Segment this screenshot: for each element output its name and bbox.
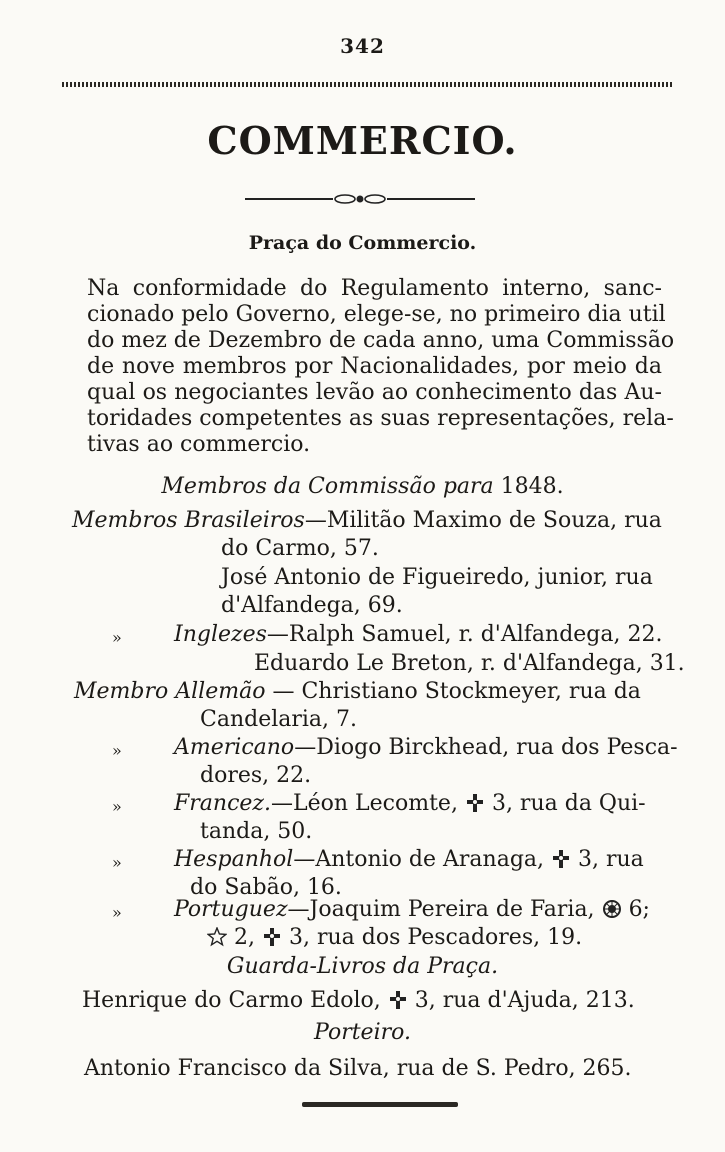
committee-heading	[0, 474, 725, 500]
member-entry-portuguez: Portuguez—Joaquim Pereira de Faria, 6;	[174, 897, 650, 922]
cross-decoration-icon	[551, 849, 571, 869]
committee-heading-label: Membros da Commissão para	[161, 474, 494, 499]
member-text: 6;	[628, 897, 650, 922]
member-text: 3, rua da Qui-	[491, 791, 646, 816]
guarda-livros-heading: Guarda-Livros da Praça.	[226, 954, 499, 979]
nationality-label: Americano	[174, 735, 295, 760]
member-text: 3, rua dos Pescadores, 19.	[289, 925, 583, 950]
member-entry-brasileiros: Membros Brasileiros—Militão Maximo de Souza, rua	[72, 508, 662, 533]
intro-line: toridades competentes as suas representações, rela-	[87, 406, 674, 431]
portuguez-decorations-line	[207, 925, 582, 951]
member-entry-americano: Americano—Diogo Birckhead, rua dos Pesca-	[174, 735, 678, 760]
nationality-label: Membros Brasileiros	[72, 508, 305, 533]
member-text: Ralph Samuel, r. d'Alfandega, 22.	[288, 622, 663, 647]
entry-text: 3, rua d'Ajuda, 213.	[414, 988, 635, 1013]
member-text: 3, rua	[578, 847, 644, 872]
ditto-mark: »	[112, 903, 122, 922]
section-heading: Praça do Commercio.	[248, 232, 477, 254]
member-text: tanda, 50.	[200, 819, 313, 844]
guarda-livros-entry	[82, 988, 635, 1014]
ditto-mark: »	[112, 797, 122, 816]
nationality-label: Inglezes	[174, 622, 267, 647]
star-decoration-icon	[207, 927, 227, 947]
intro-line: do mez de Dezembro de cada anno, uma Commissão	[87, 328, 675, 353]
member-text: Militão Maximo de Souza, rua	[326, 508, 662, 533]
member-text: do Carmo, 57.	[221, 536, 379, 561]
member-text: Diogo Birckhead, rua dos Pesca-	[316, 735, 678, 760]
porteiro-entry: Antonio Francisco da Silva, rua de S. Pedro, 265.	[84, 1056, 632, 1081]
member-text: Candelaria, 7.	[200, 707, 358, 732]
page-number: 342	[340, 34, 385, 58]
member-text: Antonio de Aranaga,	[315, 847, 545, 872]
cross-decoration-icon	[465, 793, 485, 813]
intro-line: cionado pelo Governo, elege-se, no primeiro dia util	[87, 302, 666, 327]
nationality-label: Francez.	[174, 791, 271, 816]
member-text: do Sabão, 16.	[190, 875, 342, 900]
entry-text: Henrique do Carmo Edolo,	[82, 988, 381, 1013]
cross-decoration-icon	[262, 927, 282, 947]
member-text: Christiano Stockmeyer, rua da	[301, 679, 641, 704]
nationality-label: Hespanhol	[174, 847, 294, 872]
intro-line: tivas ao commercio.	[87, 432, 311, 457]
member-entry-francez: Francez.—Léon Lecomte, 3, rua da Qui-	[174, 791, 646, 816]
member-entry-hespanhol: Hespanhol—Antonio de Aranaga, 3, rua	[174, 847, 644, 872]
member-text: d'Alfandega, 69.	[221, 593, 403, 618]
member-text: Eduardo Le Breton, r. d'Alfandega, 31.	[254, 651, 685, 676]
bottom-rule	[302, 1102, 458, 1107]
intro-line: de nove membros por Nacionalidades, por meio da	[87, 354, 662, 379]
member-entry-allemao: Membro Allemão — Christiano Stockmeyer, rua da	[74, 679, 641, 704]
page-title: COMMERCIO.	[207, 118, 518, 163]
cross-decoration-icon	[388, 990, 408, 1010]
member-text: Léon Lecomte,	[293, 791, 458, 816]
member-text: Joaquim Pereira de Faria,	[309, 897, 595, 922]
intro-line: qual os negociantes levão ao conhecimento das Au-	[87, 380, 662, 405]
member-text: dores, 22.	[200, 763, 312, 788]
nationality-label: Membro Allemão	[74, 679, 266, 704]
committee-year: 1848.	[500, 474, 564, 499]
member-text: José Antonio de Figueiredo, junior, rua	[221, 565, 653, 590]
ditto-mark: »	[112, 853, 122, 872]
ditto-mark: »	[112, 741, 122, 760]
porteiro-heading: Porteiro.	[314, 1020, 411, 1045]
member-entry-inglezes: Inglezes—Ralph Samuel, r. d'Alfandega, 22.	[174, 622, 663, 647]
member-text: 2,	[234, 925, 255, 950]
rosette-decoration-icon	[602, 899, 622, 919]
ornament-divider-icon	[245, 193, 475, 205]
intro-line: Na conformidade do Regulamento interno, sanc-	[87, 276, 662, 301]
ditto-mark: »	[112, 628, 122, 647]
top-dotted-rule	[62, 82, 674, 87]
nationality-label: Portuguez	[174, 897, 288, 922]
